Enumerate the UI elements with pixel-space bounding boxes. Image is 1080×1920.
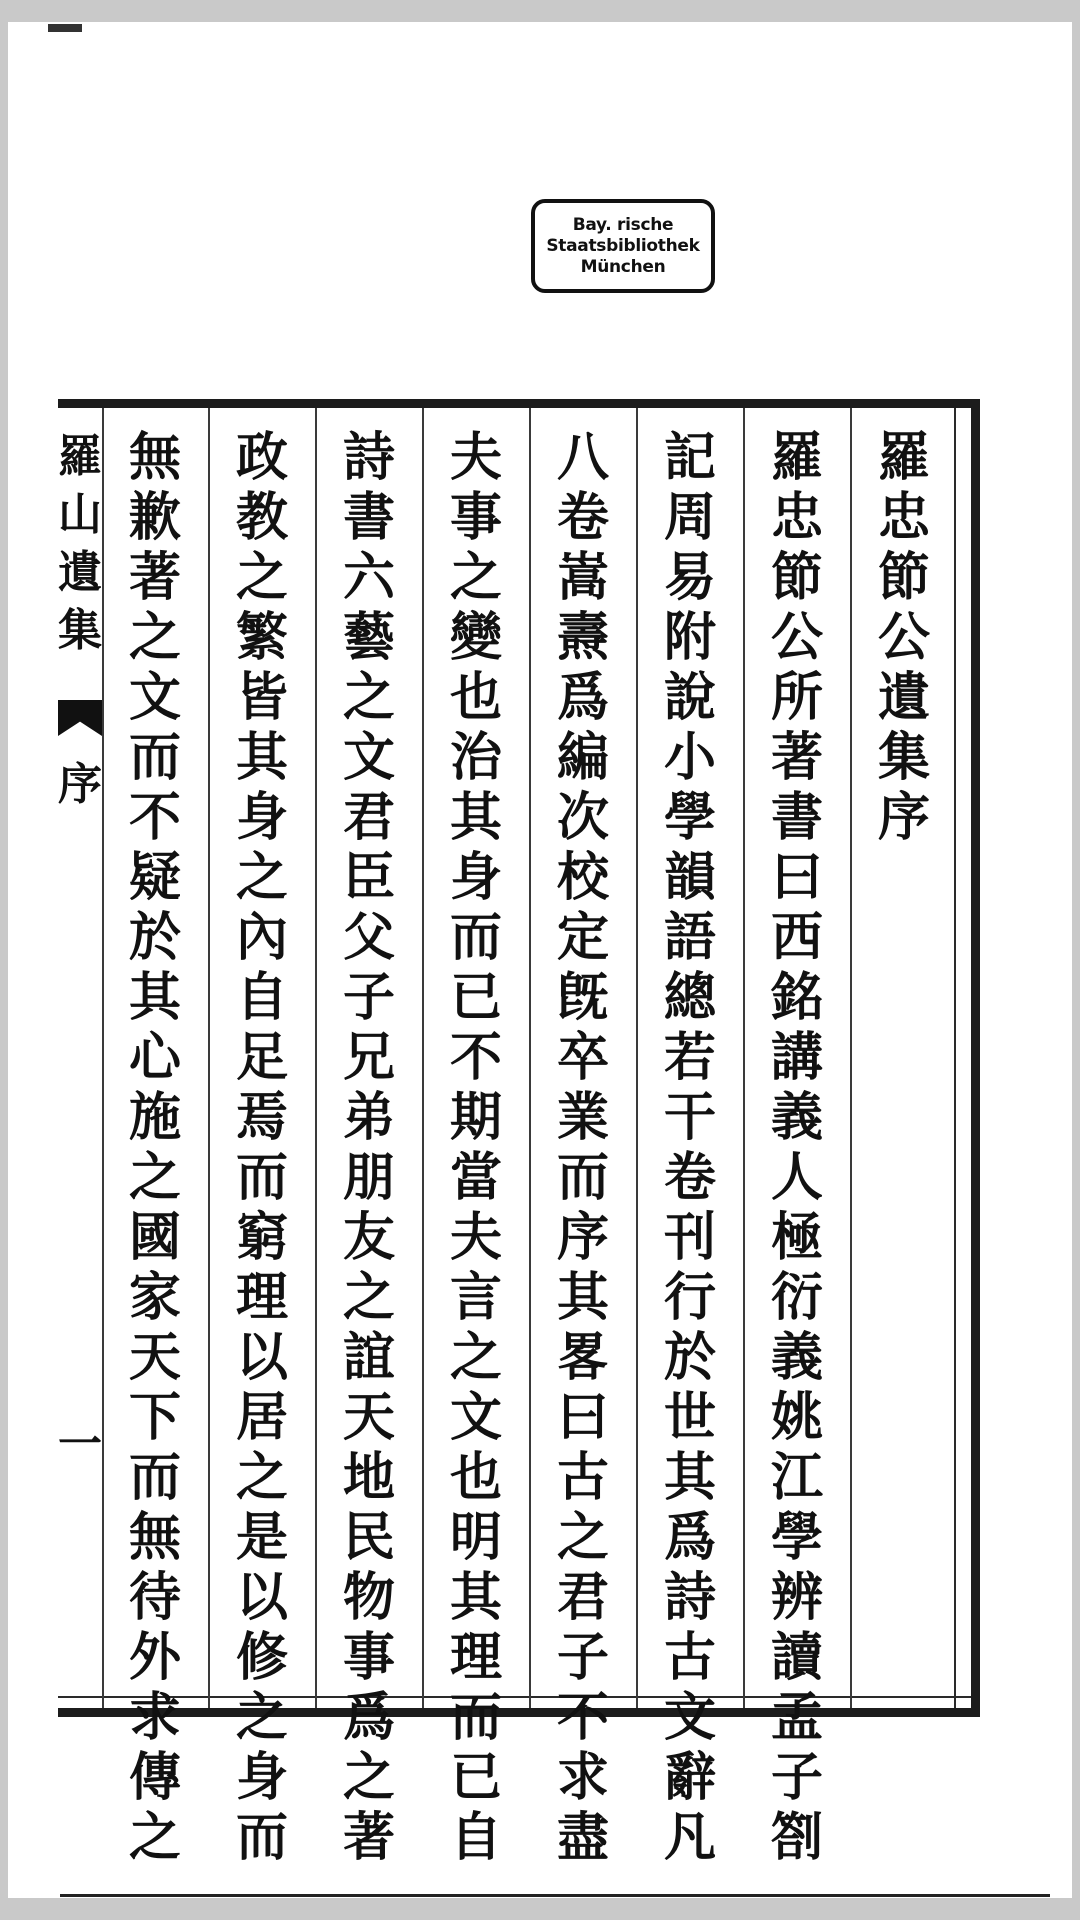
glyph: 變 <box>449 607 502 668</box>
glyph: 辭 <box>663 1747 716 1808</box>
column-divider <box>208 408 210 1708</box>
glyph: 學 <box>663 787 716 848</box>
glyph: 天 <box>128 1327 181 1388</box>
glyph: 語 <box>663 907 716 968</box>
glyph: 次 <box>556 787 609 848</box>
glyph: 足 <box>235 1027 288 1088</box>
glyph: 行 <box>663 1267 716 1328</box>
glyph: 講 <box>770 1027 823 1088</box>
gutter-title <box>58 428 102 660</box>
glyph: 朋 <box>342 1147 395 1208</box>
glyph: 卷 <box>556 487 609 548</box>
glyph: 著 <box>128 547 181 608</box>
glyph: 刊 <box>663 1207 716 1268</box>
glyph: 序 <box>556 1207 609 1268</box>
glyph: 而 <box>128 1447 181 1508</box>
glyph: 之 <box>235 847 288 908</box>
glyph: 夫 <box>449 427 502 488</box>
glyph: 文 <box>128 667 181 728</box>
glyph: 著 <box>342 1807 395 1868</box>
glyph: 之 <box>342 1267 395 1328</box>
glyph: 義 <box>770 1087 823 1148</box>
bottom-rule <box>60 1894 1050 1897</box>
stamp-line-3: München <box>580 256 666 277</box>
glyph: 劄 <box>770 1807 823 1868</box>
text-column-5 <box>326 428 412 1868</box>
glyph: 定 <box>556 907 609 968</box>
glyph: 記 <box>663 427 716 488</box>
glyph: 序 <box>877 787 930 848</box>
glyph: 八 <box>556 427 609 488</box>
glyph: 之 <box>556 1507 609 1568</box>
glyph: 求 <box>556 1747 609 1808</box>
glyph: 於 <box>663 1327 716 1388</box>
glyph: 君 <box>556 1567 609 1628</box>
glyph: 之 <box>449 547 502 608</box>
glyph: 爲 <box>556 667 609 728</box>
glyph: 文 <box>449 1387 502 1448</box>
glyph: 卷 <box>663 1147 716 1208</box>
glyph: 之 <box>128 1147 181 1208</box>
glyph: 孟 <box>770 1687 823 1748</box>
glyph: 附 <box>663 607 716 668</box>
scan-marker <box>48 24 82 32</box>
stamp-line-2: Staatsbibliothek <box>546 235 700 256</box>
glyph: 古 <box>556 1447 609 1508</box>
glyph: 遺 <box>877 667 930 728</box>
glyph: 忠 <box>770 487 823 548</box>
glyph: 身 <box>235 787 288 848</box>
glyph: 繁 <box>235 607 288 668</box>
glyph: 言 <box>449 1267 502 1328</box>
glyph: 不 <box>449 1027 502 1088</box>
glyph: 干 <box>663 1087 716 1148</box>
glyph: 也 <box>449 1447 502 1508</box>
glyph: 弟 <box>342 1087 395 1148</box>
glyph: 其 <box>128 967 181 1028</box>
column-divider <box>529 408 531 1708</box>
glyph: 事 <box>342 1627 395 1688</box>
glyph: 民 <box>342 1507 395 1568</box>
glyph: 而 <box>556 1147 609 1208</box>
glyph: 羅 <box>58 431 102 482</box>
fish-tail-mark <box>58 700 102 736</box>
column-divider <box>102 408 104 1708</box>
glyph: 其 <box>449 787 502 848</box>
glyph: 姚 <box>770 1387 823 1448</box>
glyph: 當 <box>449 1147 502 1208</box>
glyph: 自 <box>235 967 288 1028</box>
text-column-7 <box>112 428 198 1868</box>
glyph: 物 <box>342 1567 395 1628</box>
glyph: 子 <box>770 1747 823 1808</box>
stamp-line-1: Bay. rische <box>572 214 674 235</box>
glyph: 以 <box>235 1567 288 1628</box>
glyph: 歉 <box>128 487 181 548</box>
glyph: 其 <box>449 1567 502 1628</box>
glyph: 若 <box>663 1027 716 1088</box>
text-column-1 <box>754 428 840 1868</box>
glyph: 周 <box>663 487 716 548</box>
glyph: 畧 <box>556 1327 609 1388</box>
page <box>8 22 1072 1898</box>
glyph: 爲 <box>663 1507 716 1568</box>
glyph: 之 <box>235 547 288 608</box>
glyph: 易 <box>663 547 716 608</box>
column-divider <box>636 408 638 1708</box>
glyph: 文 <box>663 1687 716 1748</box>
glyph: 爲 <box>342 1687 395 1748</box>
glyph: 凡 <box>663 1807 716 1868</box>
glyph: 不 <box>128 787 181 848</box>
glyph: 業 <box>556 1087 609 1148</box>
glyph: 校 <box>556 847 609 908</box>
glyph: 教 <box>235 487 288 548</box>
glyph: 不 <box>556 1687 609 1748</box>
glyph: 旣 <box>556 967 609 1028</box>
glyph: 事 <box>449 487 502 548</box>
glyph: 藝 <box>342 607 395 668</box>
glyph: 辨 <box>770 1567 823 1628</box>
glyph: 之 <box>342 667 395 728</box>
glyph: 之 <box>449 1327 502 1388</box>
glyph: 書 <box>770 787 823 848</box>
glyph: 友 <box>342 1207 395 1268</box>
glyph: 居 <box>235 1387 288 1448</box>
glyph: 卒 <box>556 1027 609 1088</box>
glyph: 君 <box>342 787 395 848</box>
frame-inner-rule <box>954 408 956 1708</box>
glyph: 遺 <box>58 547 102 598</box>
glyph: 窮 <box>235 1207 288 1268</box>
book-gutter <box>58 408 102 1726</box>
glyph: 之 <box>342 1747 395 1808</box>
glyph: 而 <box>449 1687 502 1748</box>
glyph: 已 <box>449 1747 502 1808</box>
glyph: 文 <box>342 727 395 788</box>
glyph: 衍 <box>770 1267 823 1328</box>
library-stamp <box>531 199 715 293</box>
column-divider <box>743 408 745 1708</box>
glyph: 著 <box>770 727 823 788</box>
glyph: 也 <box>449 667 502 728</box>
glyph: 羅 <box>770 427 823 488</box>
glyph: 是 <box>235 1507 288 1568</box>
glyph: 政 <box>235 427 288 488</box>
glyph: 父 <box>342 907 395 968</box>
glyph: 讀 <box>770 1627 823 1688</box>
glyph: 身 <box>449 847 502 908</box>
glyph: 而 <box>128 727 181 788</box>
glyph: 已 <box>449 967 502 1028</box>
glyph: 六 <box>342 547 395 608</box>
glyph: 家 <box>128 1267 181 1328</box>
glyph: 忠 <box>877 487 930 548</box>
glyph: 盡 <box>556 1807 609 1868</box>
glyph: 臣 <box>342 847 395 908</box>
glyph: 待 <box>128 1567 181 1628</box>
glyph: 山 <box>58 489 102 540</box>
glyph: 學 <box>770 1507 823 1568</box>
glyph: 人 <box>770 1147 823 1208</box>
glyph: 自 <box>449 1807 502 1868</box>
glyph: 古 <box>663 1627 716 1688</box>
column-divider <box>850 408 852 1708</box>
glyph: 之 <box>128 607 181 668</box>
glyph: 極 <box>770 1207 823 1268</box>
glyph: 修 <box>235 1627 288 1688</box>
glyph: 施 <box>128 1087 181 1148</box>
glyph: 詩 <box>342 427 395 488</box>
glyph: 公 <box>877 607 930 668</box>
glyph: 身 <box>235 1747 288 1808</box>
glyph: 而 <box>235 1147 288 1208</box>
glyph: 集 <box>877 727 930 788</box>
column-divider <box>315 408 317 1708</box>
glyph: 皆 <box>235 667 288 728</box>
glyph: 其 <box>556 1267 609 1328</box>
glyph: 節 <box>770 547 823 608</box>
text-frame <box>58 399 980 1868</box>
glyph: 期 <box>449 1087 502 1148</box>
glyph: 治 <box>449 727 502 788</box>
glyph: 說 <box>663 667 716 728</box>
glyph: 世 <box>663 1387 716 1448</box>
glyph: 下 <box>128 1387 181 1448</box>
glyph: 嵩 <box>556 547 609 608</box>
gutter-section: 序 <box>58 759 102 810</box>
glyph: 小 <box>663 727 716 788</box>
glyph: 天 <box>342 1387 395 1448</box>
glyph: 子 <box>556 1627 609 1688</box>
glyph: 公 <box>770 607 823 668</box>
glyph: 兄 <box>342 1027 395 1088</box>
glyph: 書 <box>342 487 395 548</box>
glyph: 無 <box>128 1507 181 1568</box>
glyph: 銘 <box>770 967 823 1028</box>
glyph: 內 <box>235 907 288 968</box>
glyph: 無 <box>128 427 181 488</box>
text-column-3 <box>540 428 626 1868</box>
title-column <box>861 428 947 848</box>
text-column-4 <box>433 428 519 1868</box>
glyph: 之 <box>235 1447 288 1508</box>
glyph: 以 <box>235 1327 288 1388</box>
glyph: 焉 <box>235 1087 288 1148</box>
glyph: 詩 <box>663 1567 716 1628</box>
glyph: 明 <box>449 1507 502 1568</box>
glyph: 子 <box>342 967 395 1028</box>
glyph: 疑 <box>128 847 181 908</box>
glyph: 其 <box>663 1447 716 1508</box>
glyph: 羅 <box>877 427 930 488</box>
glyph: 韻 <box>663 847 716 908</box>
glyph: 夫 <box>449 1207 502 1268</box>
glyph: 西 <box>770 907 823 968</box>
text-column-2 <box>647 428 733 1868</box>
glyph: 之 <box>235 1687 288 1748</box>
glyph: 誼 <box>342 1327 395 1388</box>
glyph: 地 <box>342 1447 395 1508</box>
glyph: 曰 <box>770 847 823 908</box>
glyph: 心 <box>128 1027 181 1088</box>
glyph: 其 <box>235 727 288 788</box>
text-column-6 <box>219 428 305 1868</box>
glyph: 總 <box>663 967 716 1028</box>
glyph: 曰 <box>556 1387 609 1448</box>
glyph: 集 <box>58 605 102 656</box>
glyph: 外 <box>128 1627 181 1688</box>
glyph: 燾 <box>556 607 609 668</box>
glyph: 理 <box>235 1267 288 1328</box>
glyph: 求 <box>128 1687 181 1748</box>
glyph: 義 <box>770 1327 823 1388</box>
glyph: 之 <box>128 1807 181 1868</box>
glyph: 理 <box>449 1627 502 1688</box>
glyph: 於 <box>128 907 181 968</box>
glyph: 而 <box>235 1807 288 1868</box>
glyph: 節 <box>877 547 930 608</box>
glyph: 而 <box>449 907 502 968</box>
column-divider <box>422 408 424 1708</box>
glyph: 編 <box>556 727 609 788</box>
glyph: 國 <box>128 1207 181 1268</box>
glyph: 江 <box>770 1447 823 1508</box>
page-number: 一 <box>58 1419 102 1470</box>
glyph: 所 <box>770 667 823 728</box>
glyph: 傳 <box>128 1747 181 1808</box>
